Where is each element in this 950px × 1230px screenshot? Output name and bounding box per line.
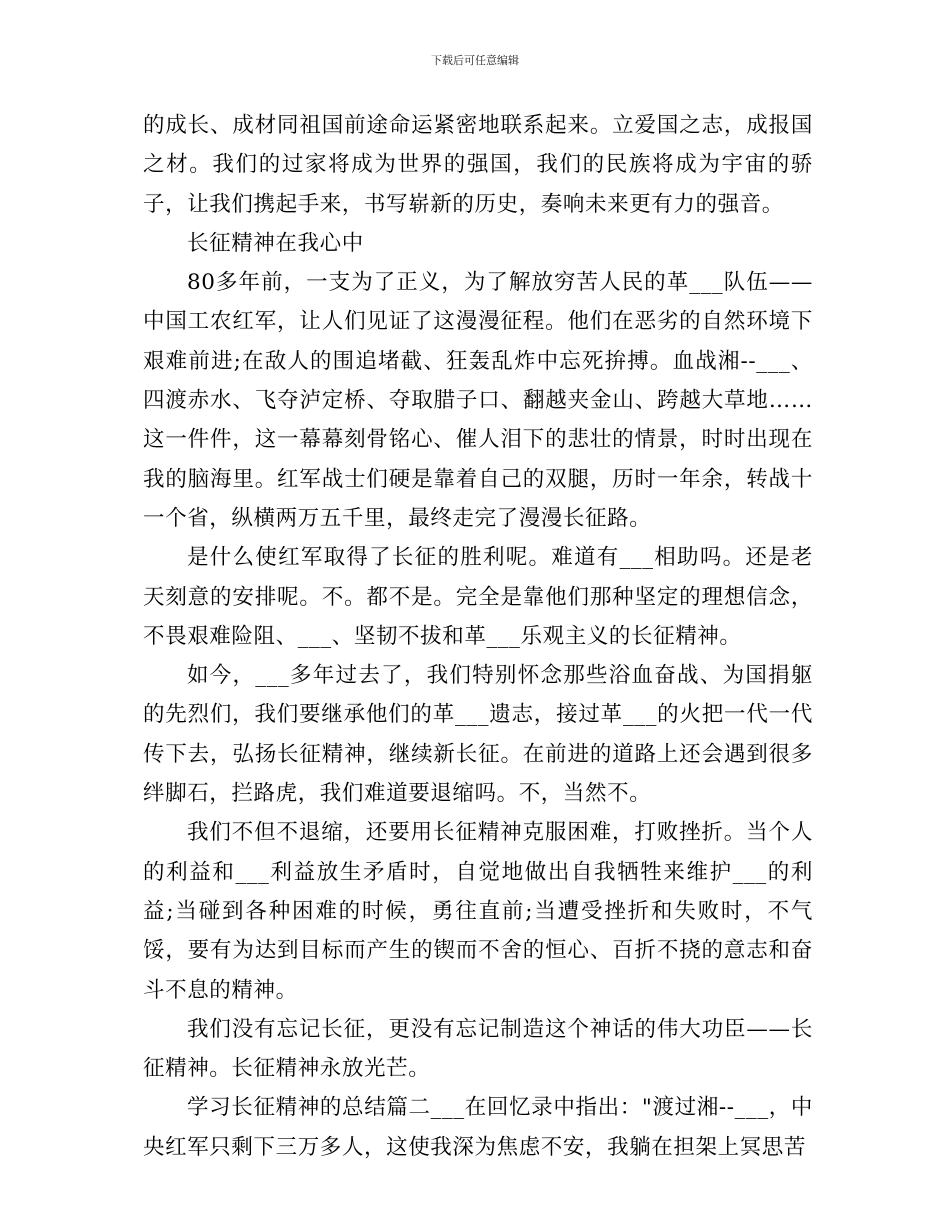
paragraph-continuation: 的成长、成材同祖国前途命运紧密地联系起来。立爱国之志，成报国之材。我们的过家将成为世界的强国，我们的民族将成为宇宙的骄子，让我们携起手来，书写崭新的历史，奏响未来更有力的强音。 — [143, 113, 813, 217]
document-body — [143, 106, 813, 1167]
section-heading: 长征精神在我心中 — [187, 230, 364, 256]
paragraph: 学习长征精神的总结篇二___在回忆录中指出："渡过湘--___，中央红军只剩下三万多人，这使我深为焦虑不安，我躺在担架上冥思苦 — [143, 1095, 813, 1160]
paragraph: 我们不但不退缩，还要用长征精神克服困难，打败挫折。当个人的利益和___利益放生矛盾时，自觉地做出自我牺牲来维护___的利益;当碰到各种困难的时候，勇往直前;当遭受挫折和失败时，不气馁，要有为达到目标而产生的锲而不舍的恒心、百折不挠的意志和奋斗不息的精神。 — [143, 820, 813, 1003]
paragraph: 如今，___多年过去了，我们特别怀念那些浴血奋战、为国捐躯的先烈们，我们要继承他们的革___遗志，接过革___的火把一代一代传下去，弘扬长征精神，继续新长征。在前进的道路上还会遇到很多绊脚石，拦路虎，我们难道要退缩吗。不，当然不。 — [143, 663, 813, 807]
page-header-note: 下载后可任意编辑 — [431, 54, 519, 67]
paragraph: 80多年前，一支为了正义，为了解放穷苦人民的革___队伍——中国工农红军，让人们见证了这漫漫征程。他们在恶劣的自然环境下艰难前进;在敌人的围追堵截、狂轰乱炸中忘死拚搏。血战湘--___、四渡赤水、飞夺泸定桥、夺取腊子口、翻越夹金山、跨越大草地……这一件件，这一幕幕刻骨铭心、催人泪下的悲壮的情景，时时出现在我的脑海里。红军战士们硬是靠着自己的双腿，历时一年余，转战十一个省，纵横两万五千里，最终走完了漫漫长征路。 — [143, 270, 813, 531]
paragraph: 是什么使红军取得了长征的胜利呢。难道有___相助吗。还是老天刻意的安排呢。不。都不是。完全是靠他们那种坚定的理想信念，不畏艰难险阻、___、坚韧不拔和革___乐观主义的长征精神。 — [143, 545, 813, 649]
paragraph: 我们没有忘记长征，更没有忘记制造这个神话的伟大功臣——长征精神。长征精神永放光芒。 — [143, 1016, 813, 1082]
